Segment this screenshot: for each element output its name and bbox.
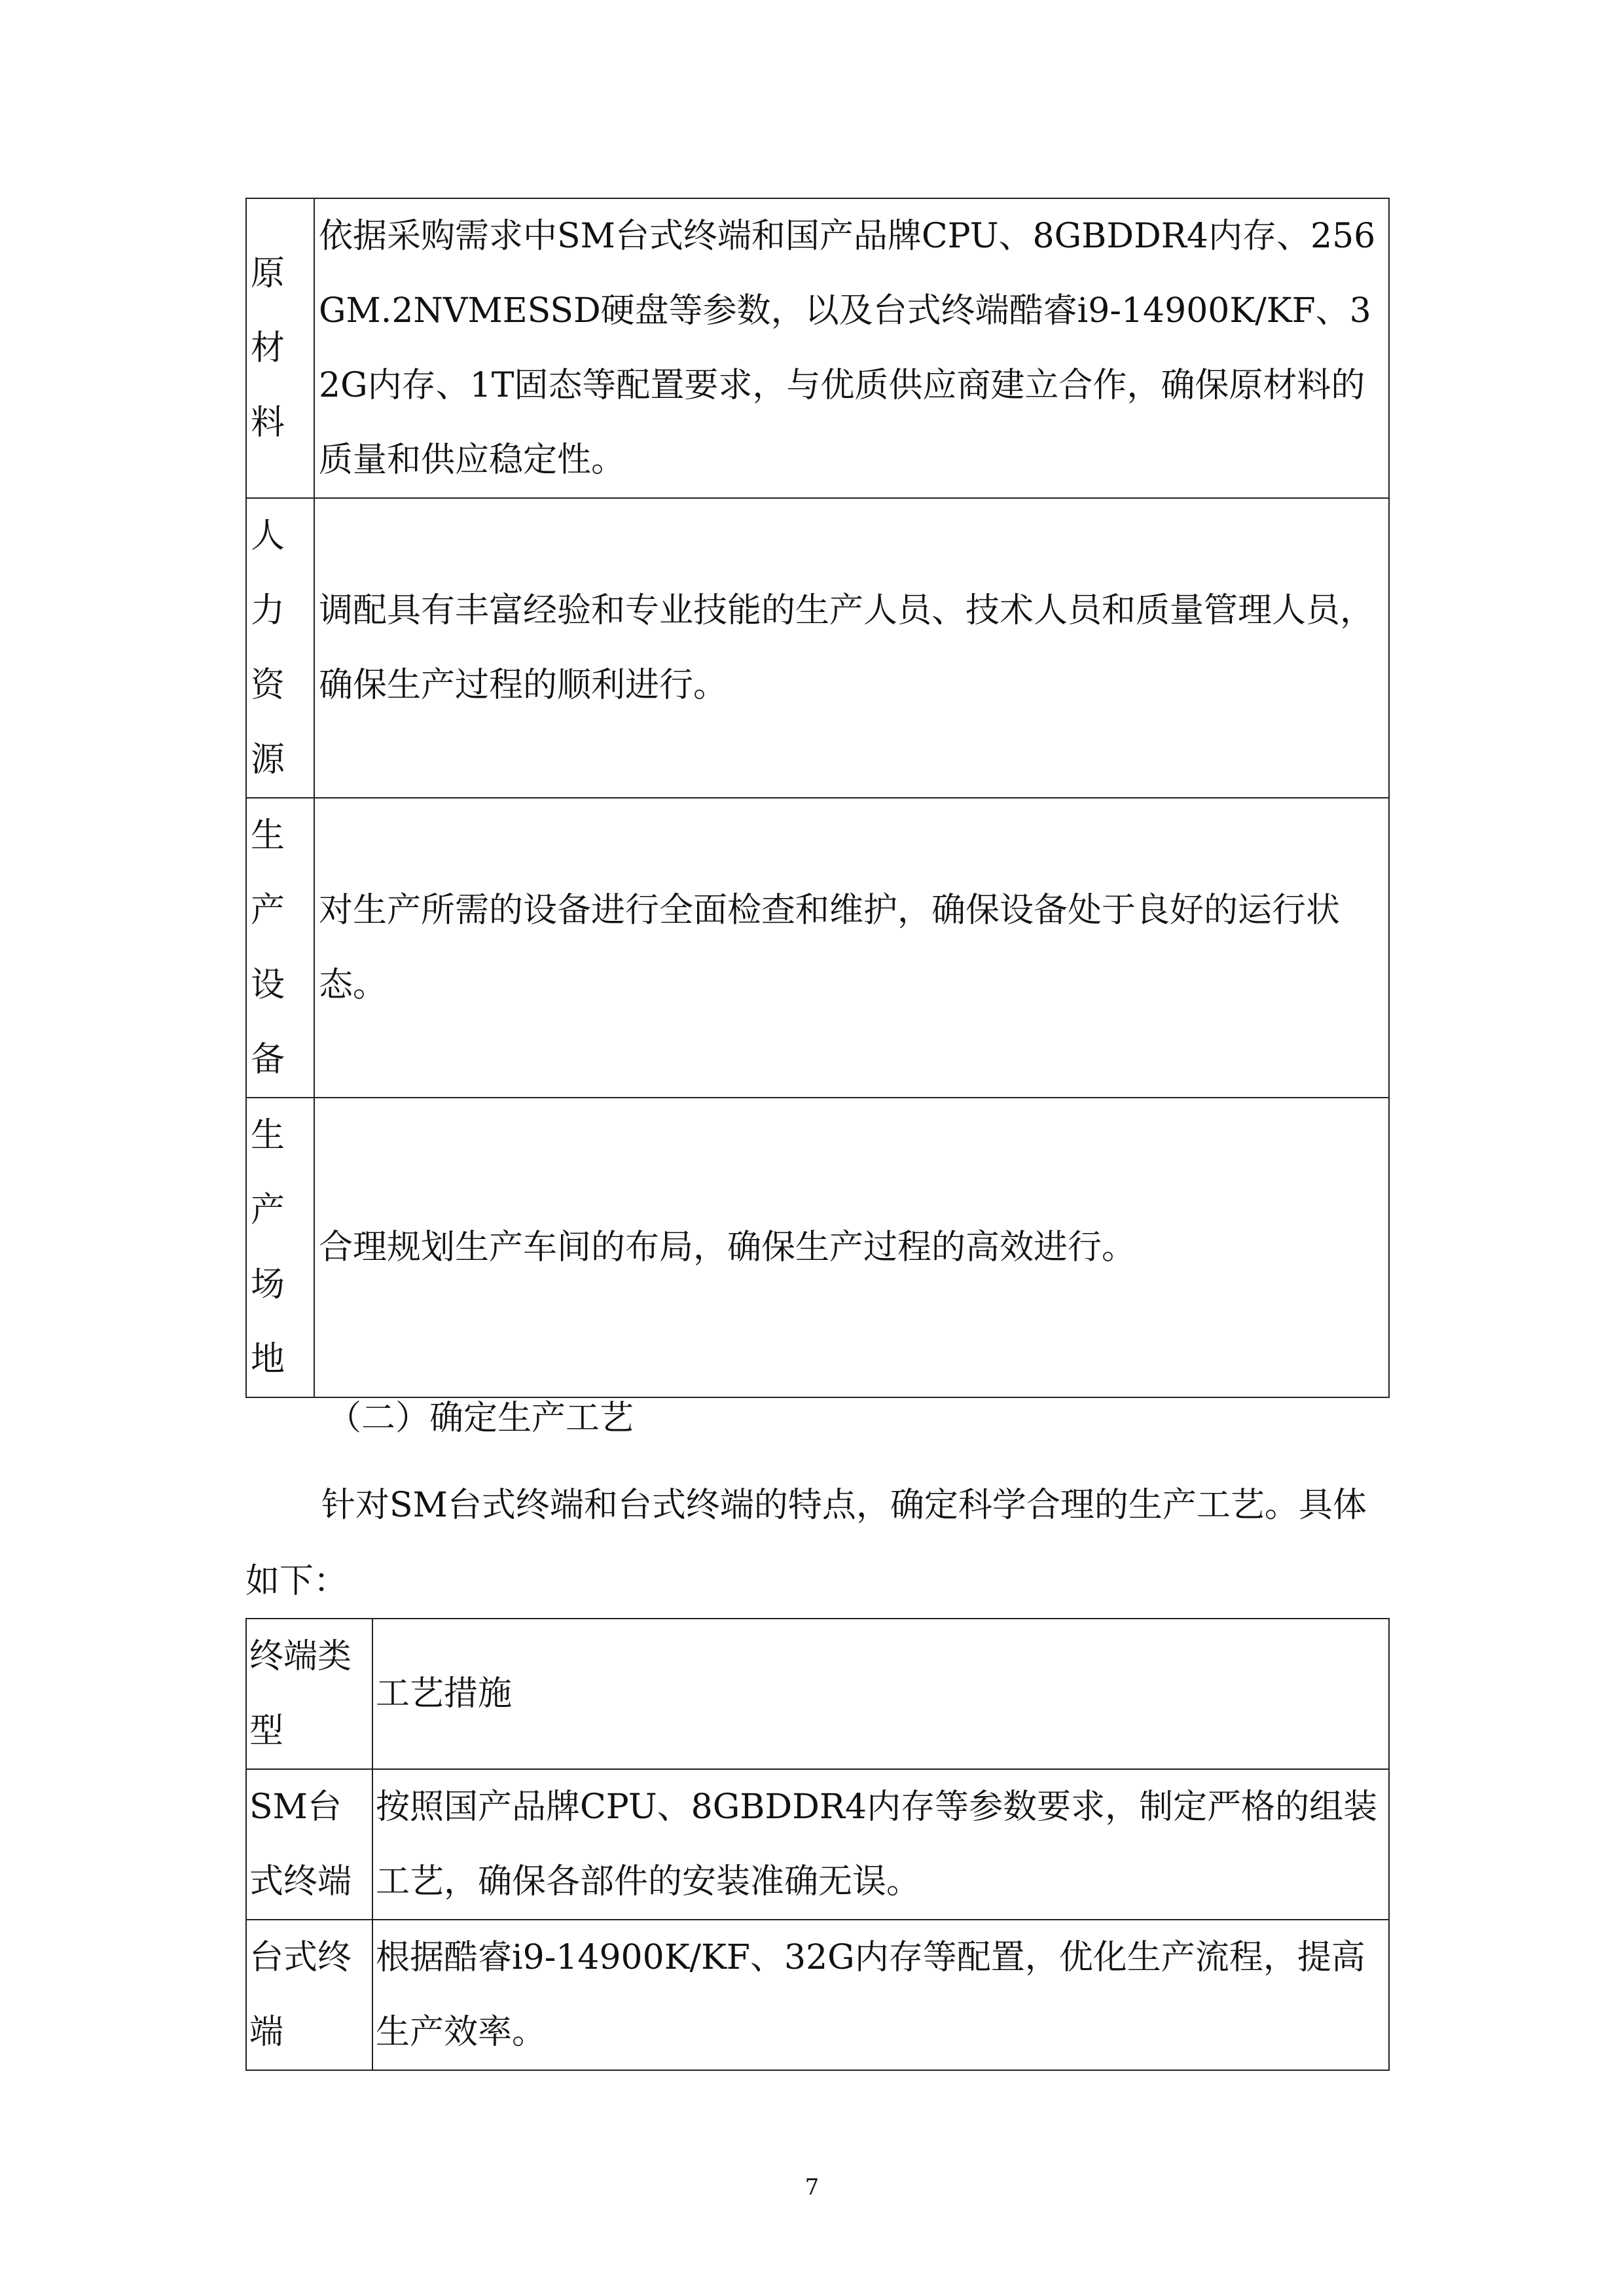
- process-table: [245, 1618, 1390, 2071]
- row-category: 人力资源: [246, 498, 314, 798]
- row-category: 生产场地: [246, 1098, 314, 1397]
- table-row: [246, 198, 1389, 498]
- row-description: 调配具有丰富经验和专业技能的生产人员、技术人员和质量管理人员，确保生产过程的顺利进行。: [314, 498, 1389, 798]
- row-description: 对生产所需的设备进行全面检查和维护，确保设备处于良好的运行状态。: [314, 798, 1389, 1098]
- header-terminal-type: 终端类型: [246, 1619, 372, 1769]
- row-category: 生产设备: [246, 798, 314, 1098]
- resource-table: [245, 198, 1390, 1398]
- table-row: [246, 498, 1389, 798]
- page-number: 7: [804, 2174, 820, 2200]
- row-process-measure: 根据酷睿i9-14900K/KF、32G内存等配置，优化生产流程，提高生产效率。: [372, 1920, 1389, 2070]
- row-description: 合理规划生产车间的布局，确保生产过程的高效进行。: [314, 1098, 1389, 1397]
- table-header-row: [246, 1619, 1389, 1769]
- section-heading: （二）确定生产工艺: [327, 1399, 634, 1438]
- row-terminal-type: 台式终端: [246, 1920, 372, 2070]
- row-description: 依据采购需求中SM台式终端和国产品牌CPU、8GBDDR4内存、256GM.2NVMESSD硬盘等参数，以及台式终端酷睿i9-14900K/KF、32G内存、1T固态等配置要求，与优质供应商建立合作，确保原材料的质量和供应稳定性。: [314, 198, 1389, 498]
- table-row: [246, 1769, 1389, 1920]
- row-process-measure: 按照国产品牌CPU、8GBDDR4内存等参数要求，制定严格的组装工艺，确保各部件的安装准确无误。: [372, 1769, 1389, 1920]
- row-category: 原材料: [246, 198, 314, 498]
- row-terminal-type: SM台式终端: [246, 1769, 372, 1920]
- intro-paragraph: 针对SM台式终端和台式终端的特点，确定科学合理的生产工艺。具体如下：: [245, 1486, 1367, 1601]
- table-row: [246, 1098, 1389, 1397]
- header-process-measure: 工艺措施: [372, 1619, 1389, 1769]
- table-row: [246, 1920, 1389, 2070]
- table-row: [246, 798, 1389, 1098]
